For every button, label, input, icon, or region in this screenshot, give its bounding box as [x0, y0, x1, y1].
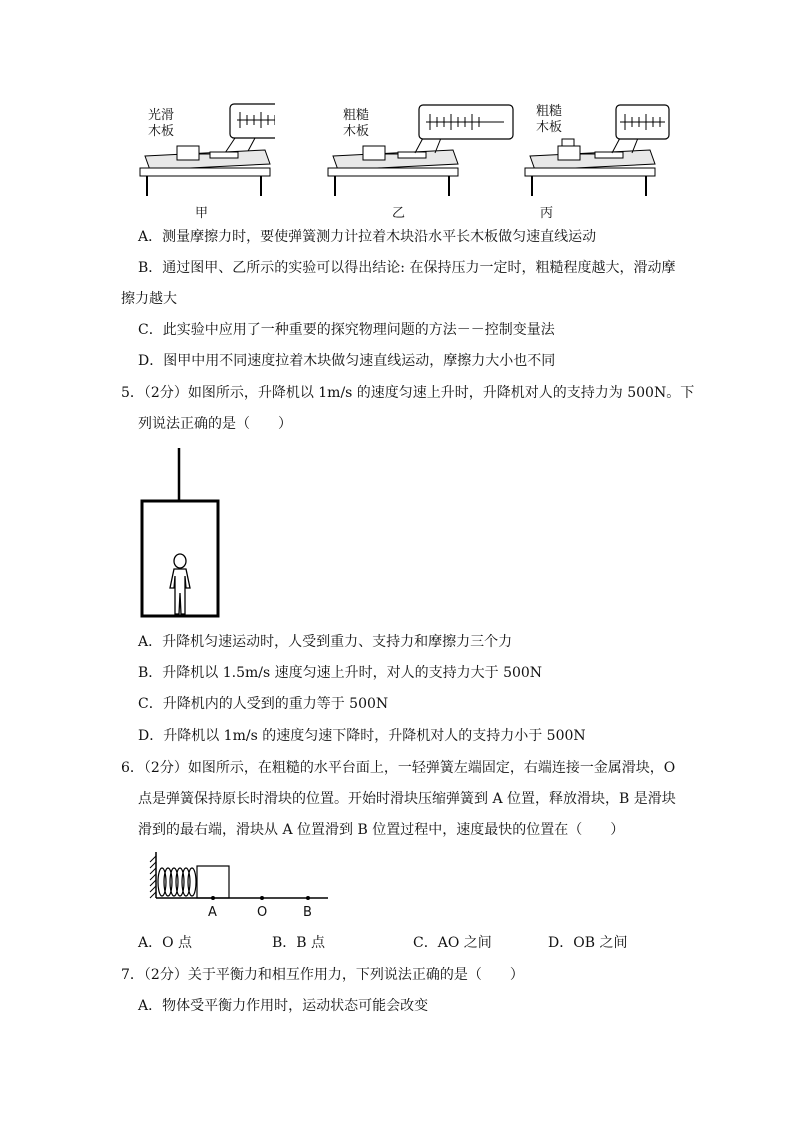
q5-stem-line1: 5．（2分）如图所示，升降机以 1m/s 的速度匀速上升时，升降机对人的支持力为 500N。下 [121, 385, 695, 401]
gauge-jia-icon [225, 102, 325, 142]
q4-option-d: D．图甲中用不同速度拉着木块做匀速直线运动，摩擦力大小也不同 [138, 353, 556, 369]
elevator-figure [138, 448, 228, 620]
q6-option-d: D．OB 之间 [548, 935, 628, 951]
panel-jia-caption: 甲 [195, 206, 209, 221]
point-o-label: O [257, 905, 268, 920]
q4-option-b-cont: 擦力越大 [121, 291, 177, 307]
q6-stem-line1: 6．（2分）如图所示，在粗糙的水平台面上，一轻弹簧左端固定，右端连接一金属滑块，O [121, 760, 676, 776]
q6-stem-line3: 滑到的最右端，滑块从 A 位置滑到 B 位置过程中，速度最快的位置在（ ） [138, 822, 625, 838]
friction-experiment-figure [130, 98, 670, 220]
q7-option-a: A．物体受平衡力作用时，运动状态可能会改变 [138, 998, 429, 1014]
person-icon [170, 554, 190, 614]
q6-stem-line2: 点是弹簧保持原长时滑块的位置。开始时滑块压缩弹簧到 A 位置，释放滑块，B 是滑块 [138, 791, 676, 807]
q6-option-c: C．AO 之间 [413, 935, 492, 951]
point-a-dot [211, 896, 215, 900]
q5-option-d: D．升降机以 1m/s 的速度匀速下降时，升降机对人的支持力小于 500N [138, 728, 586, 744]
point-a-label: A [208, 905, 217, 920]
q5-stem-line2: 列说法正确的是（ ） [138, 416, 292, 432]
gauge-bing-icon [615, 104, 670, 140]
spring-block-figure [138, 850, 333, 902]
panel-jia-surface-label: 光滑 木板 [148, 108, 175, 139]
q4-option-b: B．通过图甲、乙所示的实验可以得出结论: 在保持压力一定时，粗糙程度越大，滑动摩 [138, 260, 676, 276]
q5-option-b: B．升降机以 1.5m/s 速度匀速上升时，对人的支持力大于 500N [138, 665, 543, 681]
q6-option-b: B．B 点 [272, 935, 326, 951]
q5-option-a: A．升降机匀速运动时，人受到重力、支持力和摩擦力三个力 [138, 634, 513, 650]
point-b-dot [306, 896, 310, 900]
point-b-label: B [303, 905, 312, 920]
panel-bing-surface-label: 粗糙 木板 [536, 104, 563, 135]
gauge-yi-icon [418, 104, 514, 140]
q7-stem: 7．（2分）关于平衡力和相互作用力，下列说法正确的是（ ） [121, 967, 524, 983]
panel-yi-surface-label: 粗糙 木板 [343, 108, 370, 139]
q6-option-a: A．O 点 [138, 935, 193, 951]
point-o-dot [260, 896, 264, 900]
panel-bing-caption: 丙 [540, 206, 554, 221]
q4-option-c: C．此实验中应用了一种重要的探究物理问题的方法－－控制变量法 [138, 322, 555, 338]
metal-block [197, 866, 229, 898]
q5-option-c: C．升降机内的人受到的重力等于 500N [138, 696, 389, 712]
q4-option-a: A．测量摩擦力时，要使弹簧测力计拉着木块沿水平长木板做匀速直线运动 [138, 229, 597, 245]
panel-yi-caption: 乙 [392, 206, 406, 221]
spring-icon [158, 868, 196, 896]
